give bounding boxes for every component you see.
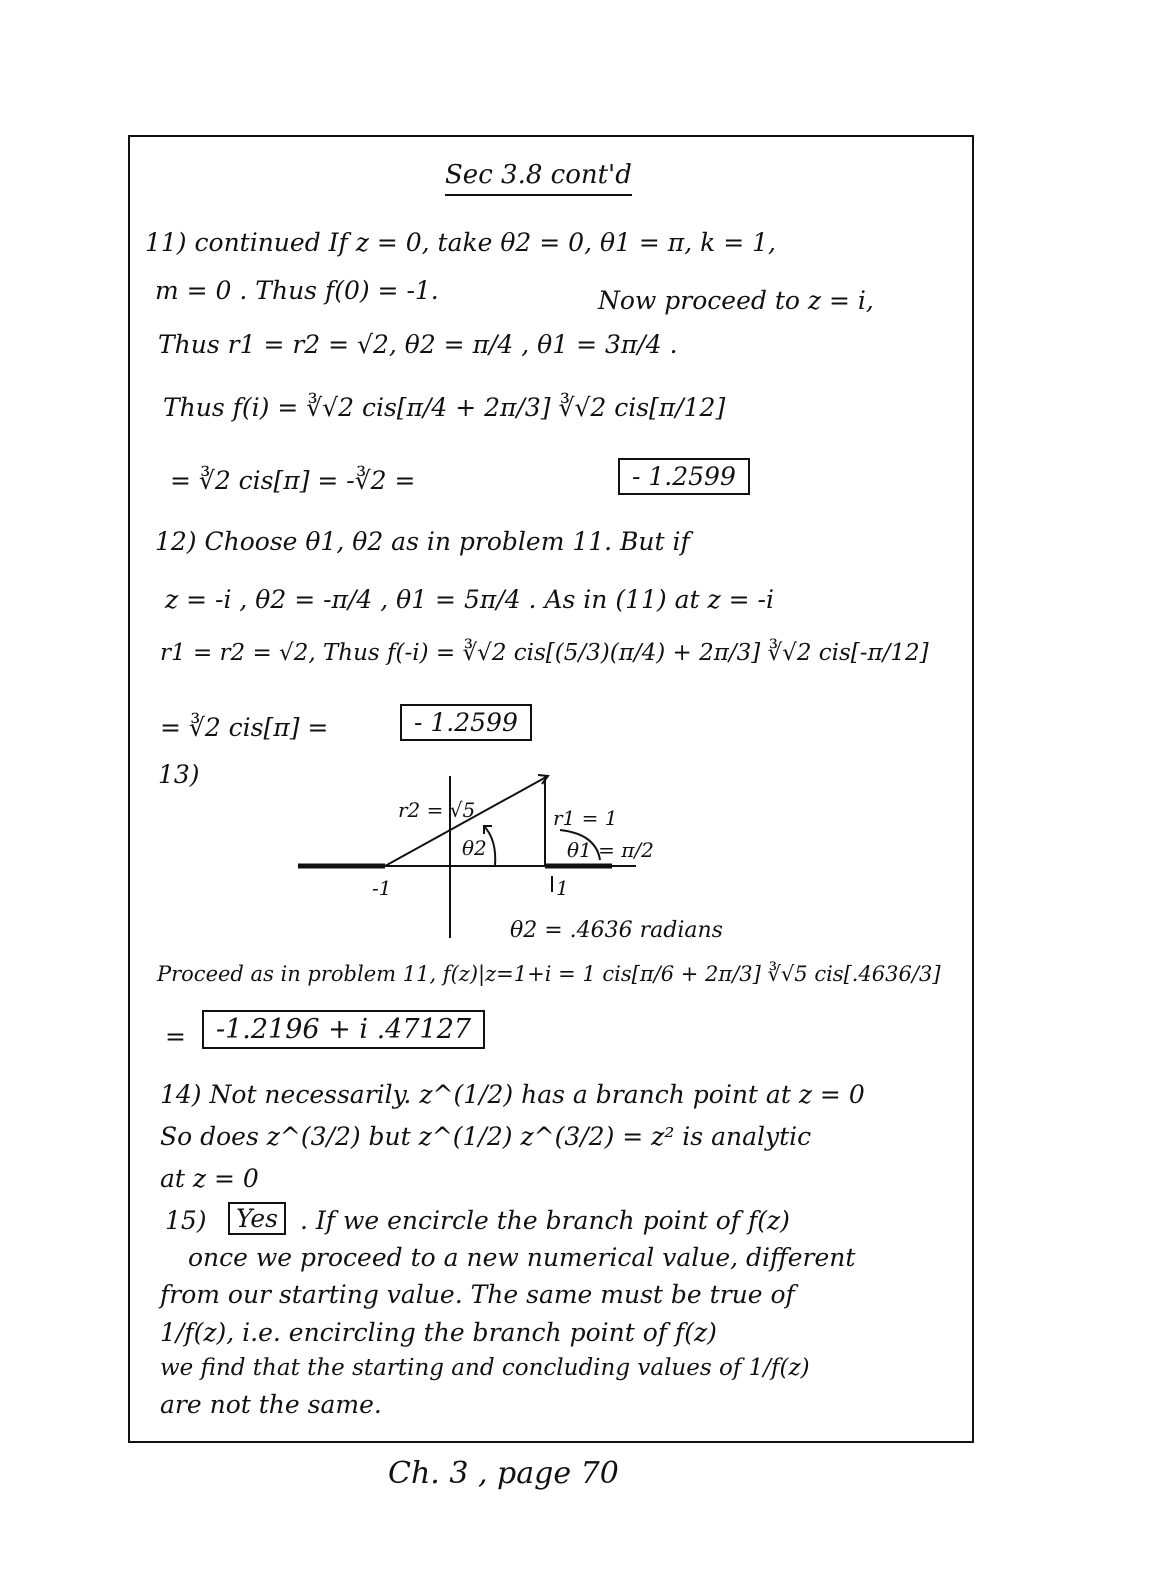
p12-line-3: r1 = r2 = √2, Thus f(-i) = ∛√2 cis[(5/3)(π/4) + 2π/3] ∛√2 cis[-π/12] (160, 640, 929, 666)
p15-yes-box: Yes (228, 1202, 286, 1235)
p11-line-5: = ∛2 cis[π] = -∛2 = (170, 466, 416, 495)
p15-number: 15) (165, 1206, 207, 1235)
p15-line-6: are not the same. (160, 1390, 382, 1419)
p14-line-3: at z = 0 (160, 1164, 259, 1193)
p12-line-2: z = -i , θ2 = -π/4 , θ1 = 5π/4 . As in (11) at z = -i (165, 585, 774, 614)
p15-line-3: from our starting value. The same must be true of (160, 1280, 795, 1309)
p15-line-1: . If we encircle the branch point of f(z) (300, 1206, 790, 1235)
p11-line-2a: m = 0 . Thus f(0) = -1. (155, 276, 439, 305)
p15-line-4: 1/f(z), i.e. encircling the branch point of f(z) (160, 1318, 717, 1347)
p13-proceed: Proceed as in problem 11, f(z)|z=1+i = 1 cis[π/6 + 2π/3] ∛√5 cis[.4636/3] (157, 962, 941, 986)
theta2-value: θ2 = .4636 radians (510, 918, 723, 943)
r2-label: r2 = √5 (398, 798, 476, 822)
theta1-label: θ1 = π/2 (567, 838, 654, 862)
p13-answer-box: -1.2196 + i .47127 (202, 1010, 485, 1049)
tick-neg-one: -1 (372, 876, 392, 900)
p12-answer-box: - 1.2599 (400, 704, 532, 741)
theta2-label: θ2 (462, 836, 487, 860)
p11-line-2b: Now proceed to z = i, (598, 286, 874, 315)
p12-line-4: = ∛2 cis[π] = (160, 713, 329, 742)
p14-line-1: 14) Not necessarily. z^(1/2) has a branch point at z = 0 (160, 1080, 865, 1109)
tick-pos-one: 1 (556, 876, 569, 900)
p11-line-4: Thus f(i) = ∛√2 cis[π/4 + 2π/3] ∛√2 cis[π/12] (163, 393, 726, 422)
page-title: Sec 3.8 cont'd (445, 160, 632, 196)
p15-line-2: once we proceed to a new numerical value, different (188, 1243, 856, 1272)
p11-line-3: Thus r1 = r2 = √2, θ2 = π/4 , θ1 = 3π/4 . (158, 330, 678, 359)
p12-line-1: 12) Choose θ1, θ2 as in problem 11. But if (155, 527, 690, 556)
p11-answer-box: - 1.2599 (618, 458, 750, 495)
r1-label: r1 = 1 (553, 806, 618, 830)
page-footer: Ch. 3 , page 70 (388, 1456, 619, 1491)
p13-label: 13) (158, 760, 200, 789)
p15-line-5: we find that the starting and concluding values of 1/f(z) (160, 1355, 810, 1381)
p14-line-2: So does z^(3/2) but z^(1/2) z^(3/2) = z² is analytic (160, 1122, 812, 1151)
p11-line-1: 11) continued If z = 0, take θ2 = 0, θ1 = π, k = 1, (145, 228, 776, 257)
p13-equals: = (165, 1022, 186, 1051)
